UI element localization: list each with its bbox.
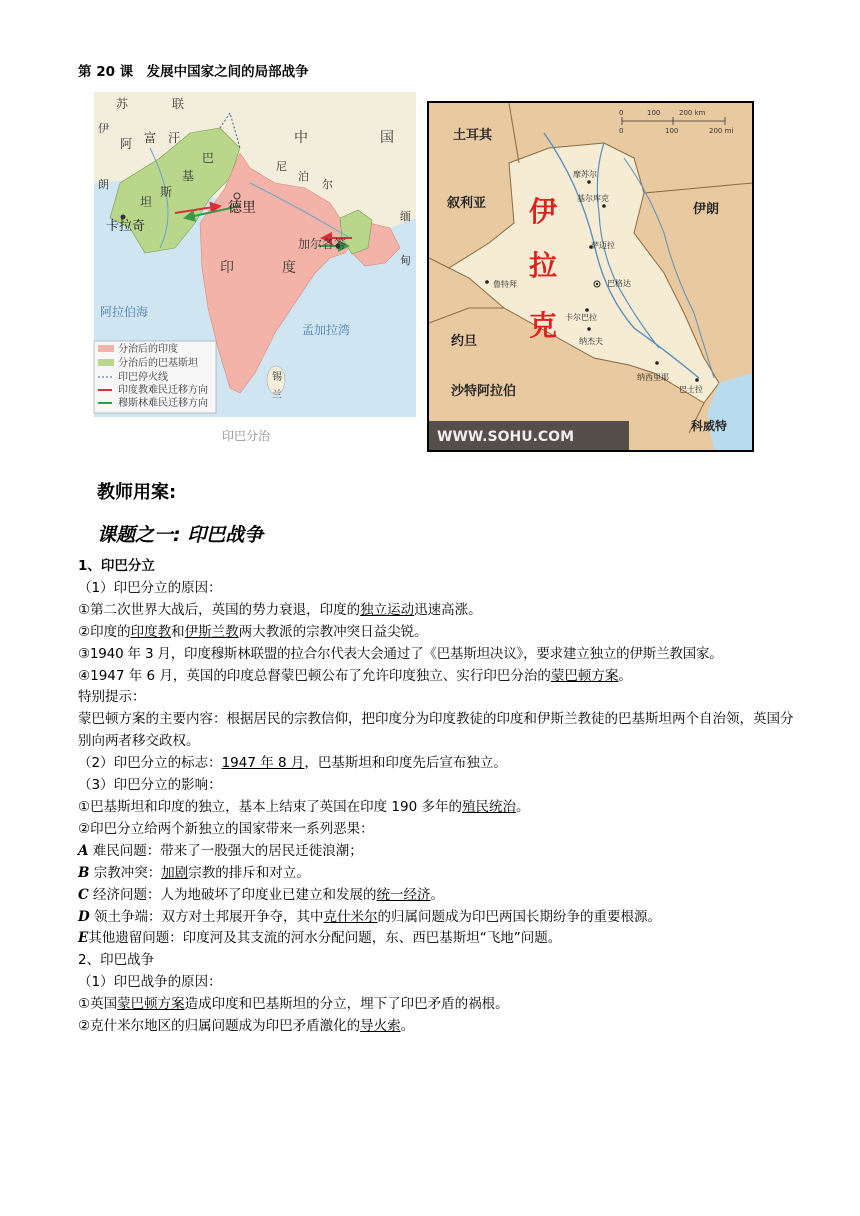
map-label-mian: 缅 (400, 210, 411, 223)
label-iraq-3: 克 (529, 309, 558, 342)
impact-c: C 经济问题：人为地破坏了印度业已建立和发展的统一经济。 (78, 886, 445, 903)
map-label-su: 苏 (116, 97, 129, 111)
map-label-china-guo: 国 (380, 130, 394, 146)
map-label-china-zhong: 中 (294, 130, 308, 146)
map-label-delhi: 德里 (228, 200, 256, 216)
map-label-han: 汗 (168, 131, 181, 145)
label-iran: 伊朗 (693, 202, 720, 217)
war-reason-1: ①英国蒙巴顿方案造成印度和巴基斯坦的分立，埋下了印巴矛盾的祸根。 (78, 996, 509, 1013)
city-samarra: 萨迈拉 (591, 241, 615, 250)
label-kuwait: 科威特 (691, 419, 728, 433)
reason-2: ②印度的印度教和伊斯兰教两大教派的宗教冲突日益尖锐。 (78, 623, 428, 640)
scale-km-0: 0 (619, 109, 624, 117)
map-label-fu: 富 (144, 131, 157, 145)
war-reason-2: ②克什米尔地区的归属问题成为印巴矛盾激化的导火索。 (78, 1018, 415, 1035)
impact-e: E其他遗留问题：印度河及其支流的河水分配问题，东、西巴基斯坦“飞地”问题。 (78, 930, 562, 947)
label-iraq-1: 伊 (529, 195, 558, 228)
city-basra: 巴士拉 (679, 385, 703, 394)
impact-1: ①巴基斯坦和印度的独立，基本上结束了英国在印度 190 多年的殖民统治。 (78, 798, 530, 815)
map-label-ni: 尼 (276, 160, 287, 173)
section-1-1: （1）印巴分立的原因： (78, 579, 222, 596)
scale-mi-0: 0 (619, 127, 624, 135)
section-1-title: 1、印巴分立 (78, 558, 155, 574)
special-note-label: 特别提示： (78, 689, 146, 706)
iraq-map (427, 101, 754, 452)
map-label-ji: 基 (182, 169, 195, 183)
legend-ceasefire: 印巴停火线 (118, 372, 168, 383)
map-label-si: 斯 (160, 185, 173, 199)
map-label-xi: 锡 (272, 372, 282, 383)
section-2-1: （1）印巴战争的原因： (78, 974, 222, 991)
map-label-er: 尔 (322, 178, 333, 191)
impact-a: A 难民问题：带来了一股强大的居民迁徙浪潮； (78, 842, 363, 859)
map-label-arabian-sea: 阿拉伯海 (100, 305, 149, 319)
map-label-lian: 联 (172, 97, 185, 111)
impact-d: D 领土争端：双方对土邦展开争夺，其中克什米尔的归属问题成为印巴两国长期纷争的重要根源。 (78, 908, 662, 925)
section-1-3: （3）印巴分立的影响： (78, 777, 222, 794)
scale-km-100: 100 (647, 109, 661, 117)
city-baghdad: 巴格达 (607, 279, 631, 288)
label-saudi: 沙特阿拉伯 (451, 384, 517, 399)
impact-b: B 宗教冲突：加剧宗教的排斥和对立。 (78, 864, 310, 881)
legend-pakistan: 分治后的巴基斯坦 (118, 358, 198, 369)
watermark: WWW.SOHU.COM (437, 429, 574, 445)
legend-india: 分治后的印度 (118, 344, 178, 355)
map-label-yin: 印 (220, 260, 234, 276)
map-caption: 印巴分治 (222, 429, 271, 443)
map-label-dian: 甸 (400, 254, 411, 267)
map-label-yi: 伊 (98, 122, 109, 135)
map-label-a: 阿 (120, 137, 133, 151)
section-2-title: 2、印巴战争 (78, 952, 155, 969)
lesson-body (78, 556, 798, 1038)
city-kirkuk: 基尔库克 (577, 194, 609, 203)
reason-1: ①第二次世界大战后，英国的势力衰退，印度的独立运动迅速高涨。 (78, 601, 482, 618)
city-rutba: 鲁特拜 (493, 280, 517, 289)
map-label-kolkata: 加尔各答 (298, 237, 347, 251)
label-syria: 叙利亚 (447, 196, 487, 211)
map-label-lan: 兰 (272, 390, 282, 401)
map-label-bay-of-bengal: 孟加拉湾 (302, 323, 351, 337)
heading-topic-one: 课题之一: 印巴战争 (97, 524, 264, 546)
map-label-du: 度 (282, 260, 296, 276)
city-mosul: 摩苏尔 (573, 170, 597, 179)
section-1-2: （2）印巴分立的标志：1947 年 8 月，巴基斯坦和印度先后宣布独立。 (78, 755, 507, 772)
legend-hindu-refugees: 印度教难民迁移方向 (118, 385, 208, 396)
reason-3: ③1940 年 3 月，印度穆斯林联盟的拉合尔代表大会通过了《巴基斯坦决议》，要求建立独立的伊斯兰教国家。 (78, 645, 723, 662)
impact-2: ②印巴分立给两个新独立的国家带来一系列恶果： (78, 820, 374, 837)
city-karbala: 卡尔巴拉 (565, 313, 597, 322)
label-jordan: 约旦 (451, 334, 478, 349)
scale-km-200: 200 km (679, 109, 706, 117)
scale-mi-100: 100 (665, 127, 679, 135)
reason-4: ④1947 年 6 月，英国的印度总督蒙巴顿公布了允许印度独立、实行印巴分治的蒙巴顿方案。 (78, 667, 632, 684)
map-label-lang: 朗 (98, 178, 109, 191)
heading-teacher-plan: 教师用案: (97, 482, 177, 503)
special-note-text: 蒙巴顿方案的主要内容：根据居民的宗教信仰，把印度分为印度教徒的印度和伊斯兰教徒的巴基斯坦两个自治领，英国分别向两者移交政权。 (78, 711, 794, 750)
label-iraq-2: 拉 (529, 249, 558, 282)
map-label-karachi: 卡拉奇 (106, 219, 146, 234)
lesson-title: 第 20 课 发展中国家之间的局部战争 (78, 64, 309, 80)
india-pakistan-partition-map (90, 88, 422, 452)
map-label-tan: 坦 (140, 195, 153, 209)
city-nasiriyah: 纳西里耶 (637, 373, 669, 382)
scale-mi-200: 200 mi (709, 127, 734, 135)
city-najaf: 纳杰夫 (579, 337, 603, 346)
map-label-ba: 巴 (202, 151, 215, 165)
legend-muslim-refugees: 穆斯林难民迁移方向 (118, 398, 208, 409)
map-label-bo: 泊 (298, 170, 309, 183)
label-turkey: 土耳其 (453, 128, 493, 143)
